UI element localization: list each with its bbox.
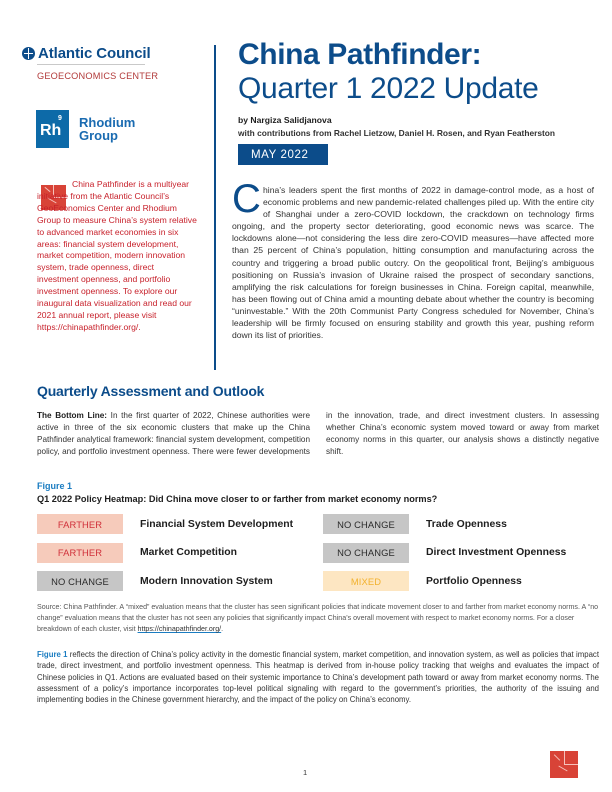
sidebar-blurb: [37, 179, 197, 334]
heatmap-row: [37, 514, 599, 543]
figure-label: Figure 1: [37, 481, 73, 491]
rhodium-group-logo: [36, 110, 135, 148]
globe-icon: [22, 47, 35, 60]
bottom-line-text: In the first quarter of 2022, Chinese authorities were active in three of the six economic clusters that make up the China Pathfinder analytical framework: financial system development, competition policy, and portfolio investment openness. There were fewer developments in the innovation, trade, and direct investment clusters. In assessing whether China’s economic system moved toward or away from market economy norms in this quarter, our analysis shows a distinctly negative shift.: [37, 411, 599, 457]
rhodium-mark: [36, 110, 69, 148]
vertical-divider: [214, 45, 216, 370]
geoeconomics-center-label: GEOECONOMICS CENTER: [37, 71, 159, 81]
atlantic-council-name: Atlantic Council: [38, 45, 151, 62]
figure-title: Q1 2022 Policy Heatmap: Did China move closer to or farther from market economy norms?: [37, 494, 438, 504]
drop-cap: C: [232, 177, 261, 221]
intro-paragraph: [232, 184, 594, 341]
heatmap-cell: [323, 514, 507, 534]
heatmap-cell: [37, 571, 273, 591]
bottom-line-paragraph: [37, 410, 599, 458]
bottom-line-label: The Bottom Line:: [37, 411, 108, 420]
section-heading: Quarterly Assessment and Outlook: [37, 383, 265, 399]
status-badge: MIXED: [323, 571, 409, 591]
status-badge: FARTHER: [37, 514, 123, 534]
china-pathfinder-icon: [550, 751, 578, 778]
source-end: .: [221, 625, 224, 634]
cluster-label: Portfolio Openness: [426, 575, 522, 587]
heatmap-cell: [37, 514, 293, 534]
rhodium-mark-text: Rh: [40, 122, 62, 139]
cluster-label: Market Competition: [140, 547, 237, 558]
rhodium-name-line1: Rhodium: [79, 115, 136, 130]
policy-heatmap: [37, 514, 599, 600]
figure-description-text: reflects the direction of China’s policy activity in the domestic financial system, market competition, and innovation system, as well as policies that impact trade, direct investment, and portfolio investment openness. This heatmap is derived from in-house policy tracking that weighs and evaluates the impact of Chinese policies in Q1. Actions are evaluated based on their systemic importance to China’s development path toward or away from market economy norms. The assessment of a policy’s importance incorporates top-level political signaling with regard to the government’s priorities, the authority of the issuing and implementing bodies in the Chinese government hierarchy, and the impact of the policy on China’s economy.: [37, 650, 599, 705]
heatmap-row: [37, 543, 599, 572]
heatmap-cell: [37, 543, 237, 563]
status-badge: NO CHANGE: [37, 571, 123, 591]
status-badge: FARTHER: [37, 543, 123, 563]
rhodium-name-line2: Group: [79, 128, 118, 143]
cluster-label: Direct Investment Openness: [426, 547, 567, 558]
cluster-label: Trade Openness: [426, 518, 507, 530]
atlantic-council-logo: [22, 45, 151, 62]
cluster-label: Financial System Development: [140, 518, 294, 530]
intro-text: hina’s leaders spent the first months of 2022 in damage-control mode, as a host of economic problems and new pandemic-related challenges piled up. With the entire city of Shanghai under a zero-COVID lockdown, the crackdown on technology firms ongoing, and the property sector deteriorating, good economic news was scarce. The lockdowns alone—not considering the less dire zero-COVID measures—have affected more than 25 percent of China’s population, hitting consumption and manufacturing across the country and triggering a broad public outcry. On the geopolitical front, Beijing’s ambiguous positioning on Russia’s invasion of Ukraine raised the prospect of secondary sanctions, amplifying the risk calculations for foreign businesses in China. Foreign capital, meanwhile, has been flowing out of China amid a mounting debate about whether the country is becoming “uninvestable.” With the 20th Communist Party Congress scheduled for November, China’s leadership will be firmly focused on ensuring stability and growth this year, pushing reform down its list of priorities.: [232, 185, 594, 341]
source-text: Source: China Pathfinder. A “mixed” evaluation means that the cluster has seen significant policies that indicate movement closer to and farther from market economy norms. A “no change” evaluation means that the cluster has not seen any policies that significantly impact China’s overall movement with respect to market economy norms. For a closer breakdown of each cluster, visit: [37, 603, 599, 634]
heatmap-cell: [323, 571, 522, 591]
document-subtitle: Quarter 1 2022 Update: [238, 72, 539, 105]
contributors-line: with contributions from Rachel Lietzow, Daniel H. Rosen, and Ryan Featherston: [238, 128, 556, 138]
cluster-label: Modern Innovation System: [140, 575, 273, 587]
rhodium-name: [79, 116, 135, 142]
date-badge: MAY 2022: [238, 144, 328, 165]
heatmap-cell: [323, 543, 566, 563]
logo-divider: [37, 64, 145, 65]
status-badge: NO CHANGE: [323, 543, 409, 563]
figure-description: [37, 649, 599, 705]
figure-source-note: [37, 602, 599, 636]
chinapathfinder-link[interactable]: https://chinapathfinder.org/: [137, 625, 222, 634]
status-badge: NO CHANGE: [323, 514, 409, 534]
author-byline: by Nargiza Salidjanova: [238, 115, 332, 125]
heatmap-row: [37, 571, 599, 600]
figure-reference: Figure 1: [37, 650, 68, 659]
sidebar-blurb-text: China Pathfinder is a multiyear initiative from the Atlantic Council’s GeoEconomics Center and Rhodium Group to measure China’s system relative to advanced market economies in six areas: financial system development, market competition, modern innovation system, trade openness, direct investment openness, and portfolio investment openness. To explore our inaugural data visualization and read our 2021 annual report, please visit https://chinapathfinder.org/.: [37, 179, 197, 332]
page-number: 1: [303, 768, 308, 777]
rhodium-mark-superscript: 9: [58, 115, 62, 122]
document-title: China Pathfinder:: [238, 38, 482, 71]
